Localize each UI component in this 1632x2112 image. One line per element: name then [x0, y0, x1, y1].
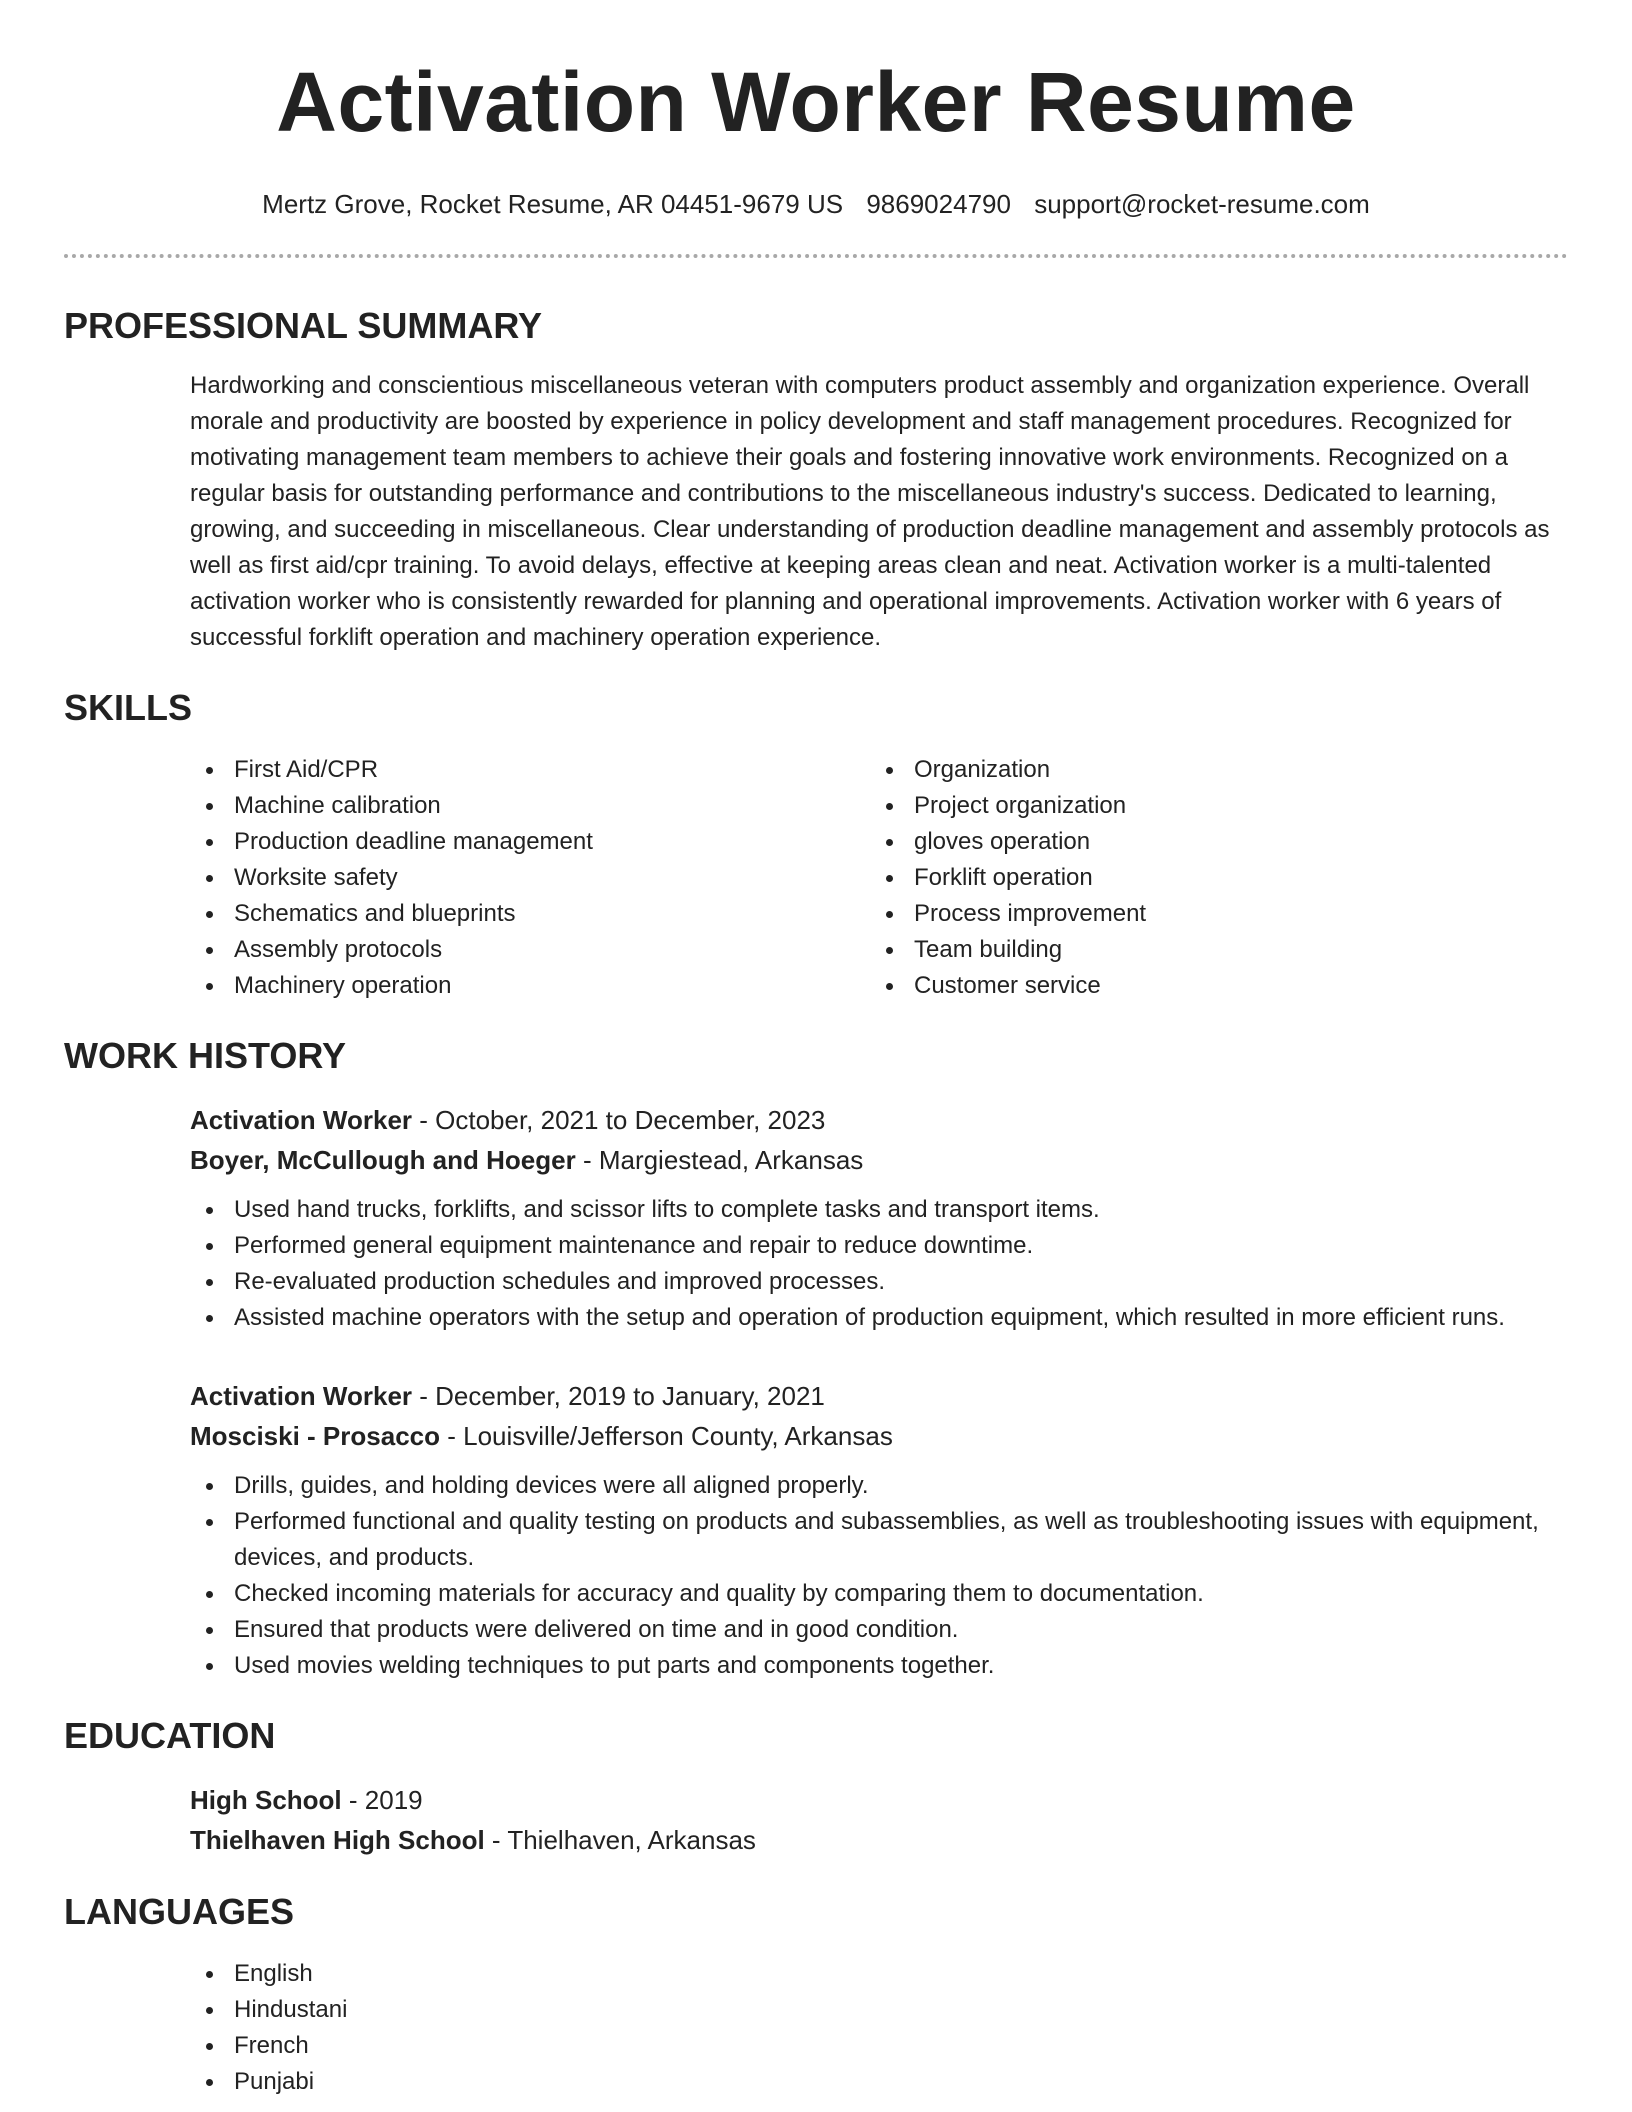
- skill-item: Worksite safety: [190, 860, 870, 896]
- job-title: Activation Worker: [190, 1105, 413, 1135]
- job-duty: Drills, guides, and holding devices were all aligned properly.: [190, 1468, 1568, 1504]
- education-school: Thielhaven High School: [190, 1825, 485, 1855]
- skill-item: Team building: [870, 932, 1550, 968]
- contact-phone: 9869024790: [866, 189, 1011, 219]
- skill-item: gloves operation: [870, 824, 1550, 860]
- resume-title: Activation Worker Resume: [276, 55, 1356, 149]
- skill-item: Machine calibration: [190, 788, 870, 824]
- job-location: - Margiestead, Arkansas: [575, 1145, 864, 1175]
- job-title: Activation Worker: [190, 1381, 413, 1411]
- job-duties: [190, 1192, 1568, 1336]
- education-degree-line: [190, 1780, 1568, 1820]
- job-duty: Performed functional and quality testing on products and subassemblies, as well as troubleshooting issues with equipment, devices, and products.: [190, 1504, 1568, 1576]
- contact-line: [64, 188, 1568, 220]
- contact-address: Mertz Grove, Rocket Resume, AR 04451-9679 US: [262, 189, 844, 219]
- summary-heading: PROFESSIONAL SUMMARY: [64, 305, 543, 346]
- job-entry: [190, 1376, 1568, 1684]
- language-item: Punjabi: [190, 2064, 1568, 2100]
- skill-item: Production deadline management: [190, 824, 870, 860]
- skill-item: Forklift operation: [870, 860, 1550, 896]
- job-company: Mosciski - Prosacco: [190, 1421, 440, 1451]
- education-entry: [190, 1780, 1568, 1860]
- job-duties: [190, 1468, 1568, 1684]
- skills-column-right: [870, 752, 1550, 1004]
- job-entry: [190, 1100, 1568, 1336]
- skill-item: Customer service: [870, 968, 1550, 1004]
- work-history-heading: WORK HISTORY: [64, 1035, 347, 1076]
- job-title-line: [190, 1100, 1568, 1140]
- job-duty: Assisted machine operators with the setup and operation of production equipment, which resulted in more efficient runs.: [190, 1300, 1568, 1336]
- language-item: Hindustani: [190, 1992, 1568, 2028]
- skill-item: Schematics and blueprints: [190, 896, 870, 932]
- education-year: - 2019: [341, 1785, 423, 1815]
- job-duty: Re-evaluated production schedules and improved processes.: [190, 1264, 1568, 1300]
- job-company-line: [190, 1140, 1568, 1180]
- job-dates: - December, 2019 to January, 2021: [412, 1381, 825, 1411]
- skill-item: Assembly protocols: [190, 932, 870, 968]
- contact-email: support@rocket-resume.com: [1034, 189, 1370, 219]
- job-duty: Used movies welding techniques to put parts and components together.: [190, 1648, 1568, 1684]
- job-title-line: [190, 1376, 1568, 1416]
- skills-list: [190, 752, 1568, 1004]
- job-location: - Louisville/Jefferson County, Arkansas: [440, 1421, 893, 1451]
- skill-item: Machinery operation: [190, 968, 870, 1004]
- job-dates: - October, 2021 to December, 2023: [412, 1105, 826, 1135]
- language-item: French: [190, 2028, 1568, 2064]
- education-heading: EDUCATION: [64, 1715, 276, 1756]
- job-duty: Performed general equipment maintenance and repair to reduce downtime.: [190, 1228, 1568, 1264]
- job-duty: Used hand trucks, forklifts, and scissor lifts to complete tasks and transport items.: [190, 1192, 1568, 1228]
- summary-text: Hardworking and conscientious miscellaneous veteran with computers product assembly and organization experience. Overall morale and productivity are boosted by experience in policy development and staff management procedures. Recognized for motivating management team members to achieve their goals and fostering innovative work environments. Recognized on a regular basis for outstanding performance and contributions to the miscellaneous industry's success. Dedicated to learning, growing, and succeeding in miscellaneous. Clear understanding of production deadline management and assembly protocols as well as first aid/cpr training. To avoid delays, effective at keeping areas clean and neat. Activation worker is a multi-talented activation worker who is consistently rewarded for planning and operational improvements. Activation worker with 6 years of successful forklift operation and machinery operation experience.: [190, 372, 1550, 651]
- skill-item: Organization: [870, 752, 1550, 788]
- job-company-line: [190, 1416, 1568, 1456]
- job-company: Boyer, McCullough and Hoeger: [190, 1145, 576, 1175]
- language-item: English: [190, 1956, 1568, 1992]
- job-duty: Ensured that products were delivered on time and in good condition.: [190, 1612, 1568, 1648]
- languages-heading: LANGUAGES: [64, 1891, 295, 1932]
- work-history-list: [190, 1100, 1568, 1684]
- education-school-line: [190, 1820, 1568, 1860]
- languages-list: [190, 1956, 1568, 2100]
- skills-heading: SKILLS: [64, 687, 193, 728]
- skill-item: First Aid/CPR: [190, 752, 870, 788]
- skill-item: Process improvement: [870, 896, 1550, 932]
- education-location: - Thielhaven, Arkansas: [484, 1825, 756, 1855]
- skills-column-left: [190, 752, 870, 1004]
- skill-item: Project organization: [870, 788, 1550, 824]
- languages-items: [190, 1956, 1568, 2100]
- education-degree: High School: [190, 1785, 342, 1815]
- job-duty: Checked incoming materials for accuracy and quality by comparing them to documentation.: [190, 1576, 1568, 1612]
- header-divider: [64, 254, 1568, 258]
